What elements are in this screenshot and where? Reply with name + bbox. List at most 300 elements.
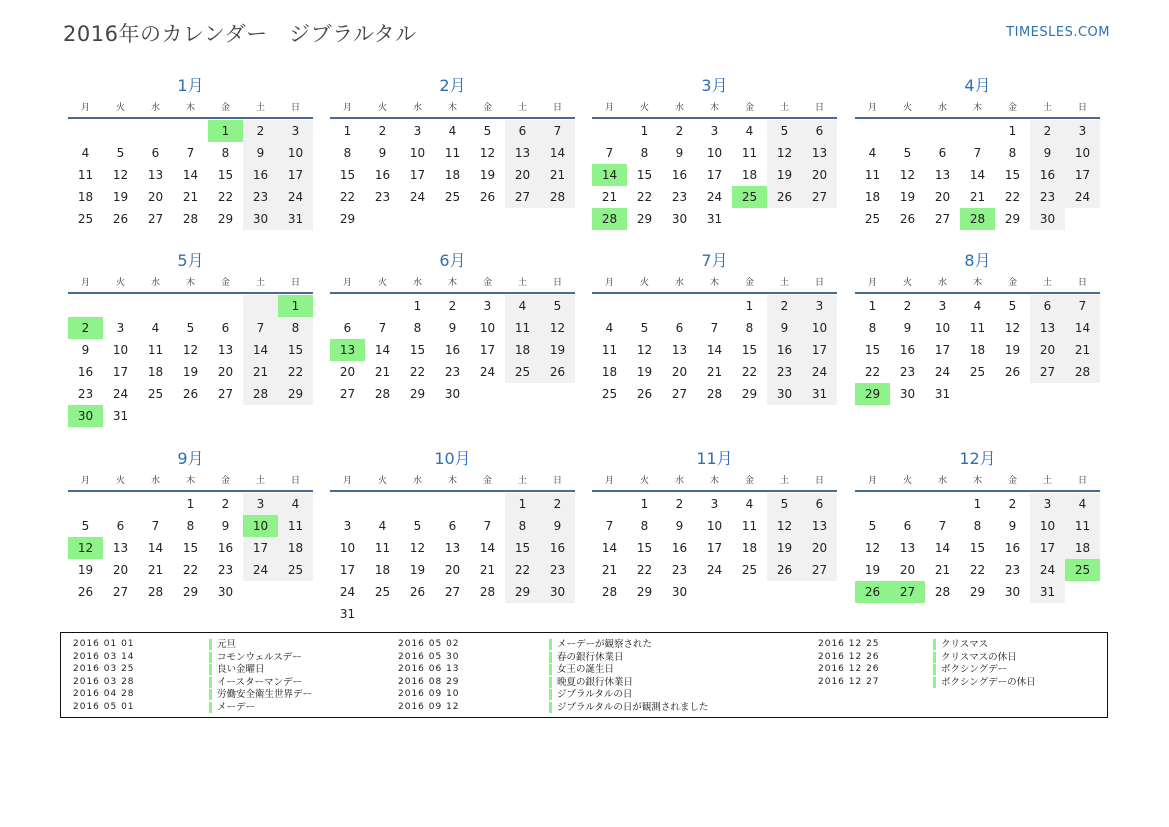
weekday-label: 木 — [972, 103, 982, 113]
weekday-label: 火 — [377, 278, 387, 288]
day-cell: 3 — [483, 299, 492, 313]
day-cell: 12 — [409, 541, 426, 555]
day-cell: 29 — [278, 383, 313, 405]
day-cell: 9 — [675, 146, 684, 160]
weekday-label: 水 — [412, 278, 422, 288]
day-cell: 15 — [182, 541, 199, 555]
empty-day-cell — [400, 493, 435, 515]
day-cell: 1 — [973, 497, 982, 511]
day-cell: 29 — [182, 585, 199, 599]
empty-day-cell — [1030, 383, 1065, 405]
day-cell: 9 — [1008, 519, 1017, 533]
day-cell: 8 — [868, 321, 877, 335]
weekday-label: 金 — [744, 278, 754, 288]
day-cell: 6 — [505, 120, 540, 142]
day-cell: 8 — [186, 519, 195, 533]
empty-day-cell — [470, 208, 505, 230]
day-cell: 30 — [671, 212, 688, 226]
day-cell: 1 — [868, 299, 877, 313]
holiday-date: 2016 09 12 — [398, 701, 460, 712]
month-calendar — [592, 447, 837, 603]
day-cell: 2 — [221, 497, 230, 511]
weekday-label: 土 — [1042, 476, 1052, 486]
weekday-label: 日 — [814, 476, 824, 486]
day-cell: 24 — [706, 190, 723, 204]
weekday-label: 金 — [1007, 476, 1017, 486]
day-cell: 11 — [77, 168, 94, 182]
holiday-name: 女王の誕生日 — [549, 664, 614, 675]
day-cell: 11 — [374, 541, 391, 555]
empty-day-cell — [505, 383, 540, 405]
empty-day-cell — [540, 383, 575, 405]
day-cell: 27 — [802, 559, 837, 581]
day-cell: 29 — [339, 212, 356, 226]
weekday-label: 木 — [447, 278, 457, 288]
day-cell: 13 — [1030, 317, 1065, 339]
month-title: 2月 — [439, 76, 466, 95]
holiday-name: メーデー — [209, 702, 255, 713]
day-cell: 18 — [864, 190, 881, 204]
day-cell: 10 — [706, 146, 723, 160]
weekday-label: 月 — [604, 103, 614, 113]
weekday-label: 月 — [867, 278, 877, 288]
day-cell: 5 — [1008, 299, 1017, 313]
empty-day-cell — [890, 120, 925, 142]
month-calendar — [855, 249, 1100, 405]
weekday-label: 木 — [972, 278, 982, 288]
day-cell: 29 — [741, 387, 758, 401]
weekday-header — [330, 473, 575, 489]
day-cell: 10 — [479, 321, 496, 335]
day-cell: 2 — [540, 493, 575, 515]
day-cell: 20 — [899, 563, 916, 577]
day-cell: 5 — [767, 493, 802, 515]
day-cell: 7 — [1065, 295, 1100, 317]
month-divider — [855, 117, 1100, 119]
day-cell: 28 — [540, 186, 575, 208]
day-cell: 27 — [339, 387, 356, 401]
weekday-header — [592, 275, 837, 291]
weekday-label: 土 — [517, 476, 527, 486]
day-cell: 30 — [671, 585, 688, 599]
weekday-label: 日 — [814, 103, 824, 113]
empty-day-cell — [697, 581, 732, 603]
day-cell: 27 — [934, 212, 951, 226]
day-cell: 14 — [540, 142, 575, 164]
weekday-label: 火 — [902, 278, 912, 288]
month-title: 5月 — [177, 251, 204, 270]
empty-day-cell — [470, 603, 505, 625]
weekday-label: 日 — [552, 103, 562, 113]
weekday-label: 木 — [709, 476, 719, 486]
day-cell: 13 — [217, 343, 234, 357]
month-title: 12月 — [959, 449, 996, 468]
day-cell: 23 — [540, 559, 575, 581]
page-title: 2016年のカレンダー ジブラルタル — [63, 22, 417, 46]
day-cell: 5 — [116, 146, 125, 160]
weekday-label: 日 — [290, 476, 300, 486]
day-cell: 24 — [243, 559, 278, 581]
weekday-label: 木 — [185, 278, 195, 288]
day-cell: 18 — [147, 365, 164, 379]
month-title: 11月 — [696, 449, 733, 468]
empty-day-cell — [365, 603, 400, 625]
weekday-label: 金 — [744, 476, 754, 486]
weekday-label: 月 — [867, 103, 877, 113]
day-cell: 15 — [636, 541, 653, 555]
day-cell: 11 — [864, 168, 881, 182]
day-cell: 4 — [745, 497, 754, 511]
holiday-date: 2016 05 01 — [73, 701, 135, 712]
day-cell: 13 — [934, 168, 951, 182]
holiday-date: 2016 08 29 — [398, 676, 460, 687]
day-cell: 24 — [409, 190, 426, 204]
day-grid — [855, 295, 1100, 405]
day-cell: 24 — [1030, 559, 1065, 581]
empty-day-cell — [138, 120, 173, 142]
empty-day-cell — [330, 295, 365, 317]
weekday-label: 日 — [814, 278, 824, 288]
day-cell: 19 — [77, 563, 94, 577]
empty-day-cell — [802, 581, 837, 603]
day-cell: 10 — [934, 321, 951, 335]
empty-day-cell — [400, 603, 435, 625]
weekday-label: 金 — [1007, 103, 1017, 113]
day-cell: 23 — [899, 365, 916, 379]
day-cell: 21 — [147, 563, 164, 577]
day-cell: 25 — [1065, 559, 1100, 581]
empty-day-cell — [470, 493, 505, 515]
holiday-name: 晩夏の銀行休業日 — [549, 677, 633, 688]
day-cell: 20 — [802, 164, 837, 186]
month-title: 6月 — [439, 251, 466, 270]
day-cell: 17 — [1030, 537, 1065, 559]
day-cell: 15 — [969, 541, 986, 555]
day-cell: 16 — [767, 339, 802, 361]
day-cell: 19 — [409, 563, 426, 577]
holiday-name: ボクシングデーの休日 — [933, 677, 1036, 688]
day-cell: 31 — [706, 212, 723, 226]
weekday-label: 日 — [1077, 103, 1087, 113]
day-grid — [855, 120, 1100, 230]
day-cell: 12 — [68, 537, 103, 559]
day-cell: 25 — [147, 387, 164, 401]
day-cell: 30 — [1004, 585, 1021, 599]
day-cell: 31 — [1030, 581, 1065, 603]
month-title: 9月 — [177, 449, 204, 468]
day-cell: 31 — [802, 383, 837, 405]
day-cell: 21 — [934, 563, 951, 577]
empty-day-cell — [592, 295, 627, 317]
day-cell: 19 — [864, 563, 881, 577]
weekday-label: 日 — [290, 103, 300, 113]
day-cell: 25 — [601, 387, 618, 401]
day-cell: 7 — [151, 519, 160, 533]
day-cell: 4 — [378, 519, 387, 533]
weekday-label: 日 — [1077, 476, 1087, 486]
day-cell: 13 — [112, 541, 129, 555]
day-cell: 25 — [444, 190, 461, 204]
weekday-label: 火 — [902, 476, 912, 486]
day-cell: 7 — [605, 519, 614, 533]
day-cell: 16 — [671, 168, 688, 182]
day-cell: 25 — [741, 563, 758, 577]
holiday-name: 春の銀行休業日 — [549, 652, 624, 663]
weekday-label: 土 — [779, 278, 789, 288]
day-cell: 26 — [855, 581, 890, 603]
empty-day-cell — [173, 120, 208, 142]
empty-day-cell — [243, 581, 278, 603]
day-cell: 11 — [505, 317, 540, 339]
day-cell: 14 — [934, 541, 951, 555]
day-cell: 18 — [969, 343, 986, 357]
day-cell: 19 — [636, 365, 653, 379]
empty-day-cell — [173, 405, 208, 427]
day-cell: 10 — [802, 317, 837, 339]
weekday-label: 土 — [255, 103, 265, 113]
day-cell: 9 — [1030, 142, 1065, 164]
day-cell: 1 — [186, 497, 195, 511]
day-cell: 24 — [339, 585, 356, 599]
day-cell: 15 — [217, 168, 234, 182]
day-cell: 20 — [217, 365, 234, 379]
weekday-header — [592, 473, 837, 489]
day-cell: 3 — [278, 120, 313, 142]
day-cell: 5 — [81, 519, 90, 533]
day-cell: 19 — [1004, 343, 1021, 357]
weekday-label: 土 — [1042, 278, 1052, 288]
month-divider — [330, 117, 575, 119]
day-cell: 23 — [444, 365, 461, 379]
empty-day-cell — [1065, 383, 1100, 405]
day-cell: 24 — [112, 387, 129, 401]
weekday-label: 水 — [150, 278, 160, 288]
weekday-label: 月 — [604, 476, 614, 486]
empty-day-cell — [925, 120, 960, 142]
holiday-date: 2016 01 01 — [73, 639, 135, 649]
day-cell: 29 — [409, 387, 426, 401]
day-cell: 8 — [278, 317, 313, 339]
month-calendar — [592, 74, 837, 230]
day-cell: 28 — [934, 585, 951, 599]
day-cell: 20 — [444, 563, 461, 577]
day-cell: 3 — [1030, 493, 1065, 515]
day-cell: 16 — [899, 343, 916, 357]
day-cell: 16 — [444, 343, 461, 357]
weekday-label: 月 — [342, 476, 352, 486]
holiday-name: イースターマンデー — [209, 677, 302, 688]
weekday-label: 金 — [220, 103, 230, 113]
day-cell: 28 — [1065, 361, 1100, 383]
day-cell: 22 — [217, 190, 234, 204]
day-cell: 4 — [745, 124, 754, 138]
day-cell: 17 — [243, 537, 278, 559]
day-cell: 15 — [409, 343, 426, 357]
day-cell: 8 — [413, 321, 422, 335]
weekday-label: 土 — [1042, 103, 1052, 113]
weekday-label: 金 — [482, 476, 492, 486]
weekday-label: 日 — [552, 476, 562, 486]
empty-day-cell — [365, 295, 400, 317]
day-cell: 22 — [864, 365, 881, 379]
day-cell: 12 — [636, 343, 653, 357]
month-calendar — [592, 249, 837, 405]
day-cell: 26 — [77, 585, 94, 599]
day-cell: 26 — [182, 387, 199, 401]
weekday-label: 月 — [80, 476, 90, 486]
day-cell: 22 — [636, 563, 653, 577]
day-cell: 10 — [278, 142, 313, 164]
day-cell: 1 — [745, 299, 754, 313]
day-cell: 5 — [540, 295, 575, 317]
day-cell: 3 — [710, 124, 719, 138]
day-cell: 5 — [767, 120, 802, 142]
day-cell: 8 — [973, 519, 982, 533]
empty-day-cell — [138, 295, 173, 317]
day-cell: 10 — [1065, 142, 1100, 164]
day-cell: 11 — [741, 519, 758, 533]
day-cell: 24 — [479, 365, 496, 379]
day-cell: 10 — [112, 343, 129, 357]
day-cell: 4 — [448, 124, 457, 138]
month-calendar — [68, 249, 313, 427]
empty-day-cell — [960, 383, 995, 405]
day-cell: 9 — [448, 321, 457, 335]
day-cell: 13 — [505, 142, 540, 164]
day-cell: 16 — [1030, 164, 1065, 186]
day-cell: 31 — [339, 607, 356, 621]
day-cell: 6 — [343, 321, 352, 335]
day-cell: 8 — [640, 519, 649, 533]
weekday-label: 木 — [709, 278, 719, 288]
month-title: 4月 — [964, 76, 991, 95]
day-cell: 15 — [741, 343, 758, 357]
weekday-header — [855, 473, 1100, 489]
day-cell: 30 — [243, 208, 278, 230]
empty-day-cell — [995, 383, 1030, 405]
day-cell: 16 — [671, 541, 688, 555]
empty-day-cell — [400, 208, 435, 230]
holiday-date: 2016 12 27 — [818, 676, 880, 687]
day-cell: 25 — [505, 361, 540, 383]
day-cell: 3 — [938, 299, 947, 313]
day-grid — [68, 493, 313, 603]
empty-day-cell — [592, 120, 627, 142]
day-cell: 30 — [1030, 208, 1065, 230]
day-cell: 22 — [969, 563, 986, 577]
weekday-header — [330, 275, 575, 291]
holiday-date: 2016 03 14 — [73, 651, 135, 662]
day-cell: 1 — [208, 120, 243, 142]
day-cell: 29 — [636, 212, 653, 226]
day-cell: 21 — [374, 365, 391, 379]
weekday-label: 月 — [342, 278, 352, 288]
day-cell: 8 — [1008, 146, 1017, 160]
day-cell: 25 — [374, 585, 391, 599]
month-calendar — [330, 74, 575, 230]
day-cell: 18 — [278, 537, 313, 559]
day-cell: 17 — [934, 343, 951, 357]
day-cell: 2 — [1008, 497, 1017, 511]
day-cell: 30 — [899, 387, 916, 401]
day-cell: 15 — [1004, 168, 1021, 182]
empty-day-cell — [278, 581, 313, 603]
day-cell: 5 — [868, 519, 877, 533]
day-cell: 24 — [1065, 186, 1100, 208]
day-cell: 6 — [802, 120, 837, 142]
day-cell: 16 — [374, 168, 391, 182]
day-cell: 8 — [745, 321, 754, 335]
brand-link[interactable]: TIMESLES.COM — [1006, 25, 1110, 40]
weekday-header — [855, 100, 1100, 116]
day-cell: 26 — [479, 190, 496, 204]
weekday-label: 水 — [150, 103, 160, 113]
day-grid — [330, 120, 575, 230]
day-cell: 1 — [1008, 124, 1017, 138]
weekday-label: 水 — [937, 278, 947, 288]
day-cell: 4 — [278, 493, 313, 515]
day-grid — [592, 120, 837, 230]
day-cell: 5 — [903, 146, 912, 160]
holiday-name: ボクシングデー — [933, 664, 1007, 675]
empty-day-cell — [435, 493, 470, 515]
day-cell: 8 — [343, 146, 352, 160]
day-cell: 27 — [671, 387, 688, 401]
day-cell: 10 — [409, 146, 426, 160]
day-cell: 5 — [186, 321, 195, 335]
day-cell: 26 — [767, 559, 802, 581]
day-cell: 9 — [675, 519, 684, 533]
weekday-label: 月 — [80, 103, 90, 113]
empty-day-cell — [435, 603, 470, 625]
weekday-label: 土 — [779, 103, 789, 113]
day-cell: 4 — [505, 295, 540, 317]
weekday-label: 火 — [639, 476, 649, 486]
day-cell: 28 — [706, 387, 723, 401]
day-cell: 9 — [378, 146, 387, 160]
day-cell: 27 — [112, 585, 129, 599]
day-cell: 13 — [671, 343, 688, 357]
weekday-label: 水 — [937, 103, 947, 113]
day-cell: 19 — [540, 339, 575, 361]
day-cell: 15 — [339, 168, 356, 182]
day-cell: 7 — [186, 146, 195, 160]
day-cell: 29 — [636, 585, 653, 599]
month-divider — [330, 292, 575, 294]
day-cell: 1 — [640, 497, 649, 511]
day-cell: 17 — [1065, 164, 1100, 186]
empty-day-cell — [925, 493, 960, 515]
day-cell: 14 — [374, 343, 391, 357]
day-cell: 6 — [221, 321, 230, 335]
day-cell: 26 — [636, 387, 653, 401]
day-cell: 4 — [605, 321, 614, 335]
day-cell: 27 — [1030, 361, 1065, 383]
month-divider — [68, 490, 313, 492]
day-cell: 29 — [505, 581, 540, 603]
holiday-name: クリスマス — [933, 639, 988, 650]
day-cell: 15 — [278, 339, 313, 361]
day-cell: 23 — [671, 190, 688, 204]
day-cell: 13 — [147, 168, 164, 182]
day-cell: 15 — [864, 343, 881, 357]
day-cell: 22 — [741, 365, 758, 379]
day-cell: 16 — [217, 541, 234, 555]
day-cell: 26 — [112, 212, 129, 226]
day-cell: 21 — [706, 365, 723, 379]
day-cell: 29 — [1004, 212, 1021, 226]
day-cell: 11 — [741, 146, 758, 160]
